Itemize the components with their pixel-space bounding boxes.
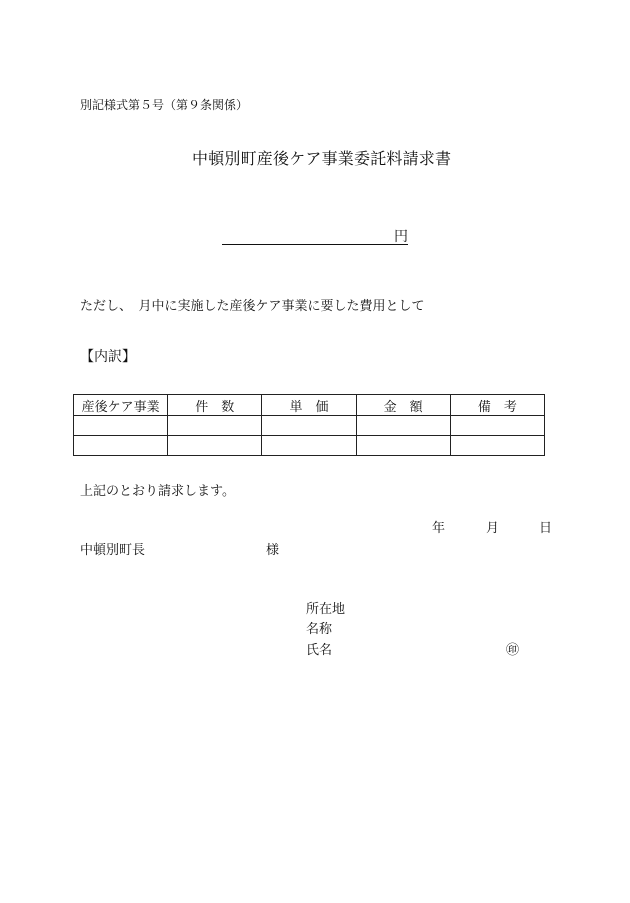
amount-line[interactable]	[222, 226, 408, 245]
breakdown-table	[73, 394, 545, 456]
table-cell[interactable]	[450, 416, 544, 436]
column-header-amount: 金 額	[356, 395, 450, 416]
amount-unit: 円	[394, 229, 408, 245]
claimant-person-label: 氏名	[306, 643, 333, 658]
table-cell[interactable]	[356, 436, 450, 456]
document-title: 中頓別町産後ケア事業委託料請求書	[192, 149, 452, 168]
date-day-label: 日	[539, 521, 553, 536]
table-row	[74, 436, 545, 456]
request-statement: 上記のとおり請求します。	[80, 484, 235, 499]
addressee-honorific: 様	[266, 543, 280, 558]
table-cell[interactable]	[168, 416, 262, 436]
table-cell[interactable]	[262, 416, 356, 436]
claimant-name-label: 名称	[306, 622, 333, 637]
column-header-unit-price: 単 価	[262, 395, 356, 416]
table-cell[interactable]	[168, 436, 262, 456]
table-cell[interactable]	[356, 416, 450, 436]
date-year-label: 年	[432, 521, 446, 536]
date-month-label: 月	[486, 521, 500, 536]
claimant-address-label: 所在地	[306, 602, 346, 617]
breakdown-heading: 【内訳】	[80, 349, 136, 365]
seal-mark: ㊞	[506, 643, 520, 658]
table-cell[interactable]	[262, 436, 356, 456]
table-cell[interactable]	[74, 416, 168, 436]
table-cell[interactable]	[74, 436, 168, 456]
form-number: 別記様式第５号（第９条関係）	[80, 98, 249, 112]
table-cell[interactable]	[450, 436, 544, 456]
column-header-count: 件 数	[168, 395, 262, 416]
proviso-text: ただし、 月中に実施した産後ケア事業に要した費用として	[80, 299, 425, 314]
addressee-name: 中頓別町長	[80, 543, 146, 558]
column-header-service: 産後ケア事業	[74, 395, 168, 416]
column-header-remarks: 備 考	[450, 395, 544, 416]
table-header-row	[74, 395, 545, 416]
table-row	[74, 416, 545, 436]
